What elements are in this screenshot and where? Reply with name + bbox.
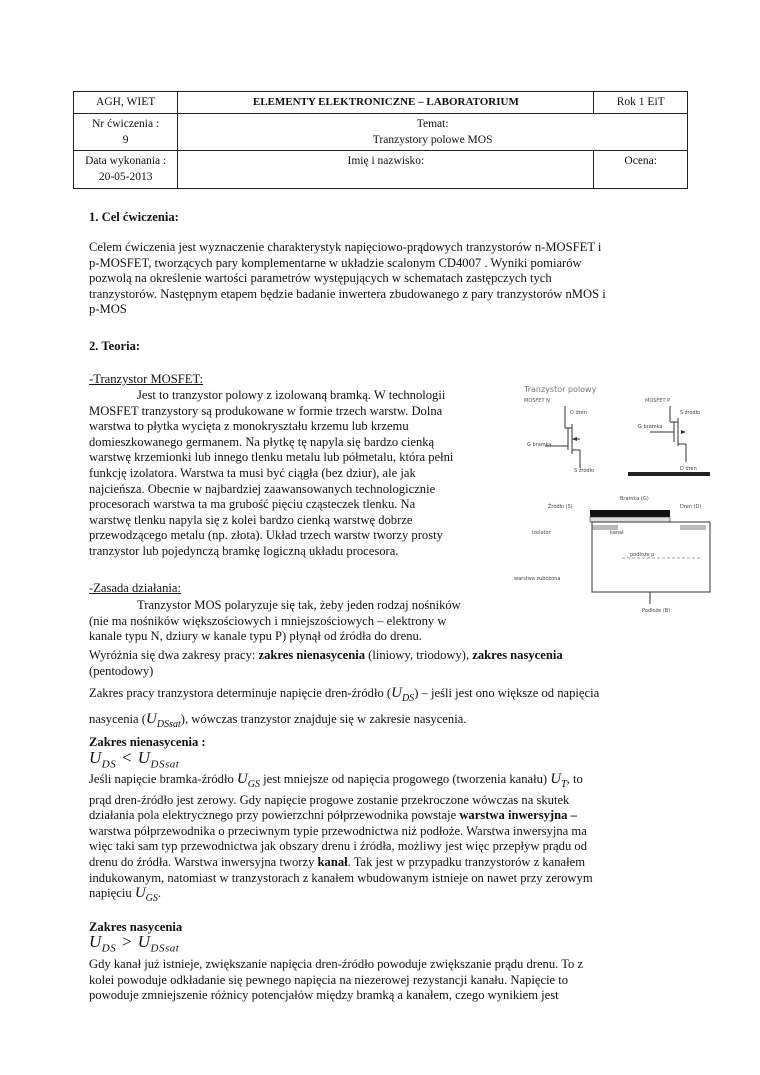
text-line: przewodzącego metalu (np. złota). Układ trzech warstw tworzy prosty (89, 528, 443, 543)
text-line (89, 855, 679, 871)
text-run: ), wówczas tranzystor znajduje się w zakresie nasycenia. (180, 712, 467, 726)
operator: > (116, 932, 138, 951)
text-line: procesorach warstwa ta ma grubość pięciu cząsteczek tlenku. Na (89, 497, 416, 512)
text-line (89, 772, 679, 793)
text-line: p-MOS (89, 302, 127, 317)
bold-term: zakres nasycenia (472, 648, 563, 662)
figure-title: Tranzystor polowy (524, 385, 597, 394)
mosfet-figure (510, 384, 715, 614)
text-line: kolei powoduje odkładanie się pewnego napięcia na niezerowej rezystancji kanału. Napięcie to (89, 972, 569, 987)
symbol-letter: U (236, 771, 248, 787)
operator: < (116, 748, 138, 767)
text-line: p-MOSFET, tworzących pary komplementarne w układzie scalonym CD4007 . Wyniki pomiarów (89, 255, 582, 270)
text-line (89, 709, 679, 735)
oxide-label: izolator (532, 530, 551, 536)
gate-pin-label: Bramka (G) (620, 496, 649, 502)
date-cell (74, 151, 178, 189)
nmos-arrow (572, 437, 577, 441)
text-line: warstwa półprzewodnika o przeciwnym typie przewodnictwa niż podłoże. Warstwa inwersyjna ma (89, 823, 587, 838)
symbol-letter: U (137, 748, 151, 767)
saturation-condition (89, 934, 679, 957)
text-line: Tranzystor MOS polaryzuje się tak, żeby jeden rodzaj nośników (137, 598, 461, 612)
text-line: powoduje zmniejszenie różnicy potencjałów między bramką a kanałem, czego wynikiem jest (89, 988, 559, 1003)
mosfet-paragraph (89, 388, 499, 560)
bold-term: kanał (317, 854, 348, 869)
exercise-label: Nr ćwiczenia : (92, 118, 160, 130)
modes-paragraph (89, 648, 679, 679)
text-run: (liniowy, triodowy), (365, 648, 473, 662)
bold-term: zakres nienasycenia (258, 648, 365, 662)
text-line: Jest to tranzystor polowy z izolowaną bramką. W technologii (137, 388, 446, 402)
symbol-subscript: DSsat (150, 942, 180, 955)
text-line (89, 648, 679, 664)
figure-left-caption: MOSFET N (524, 398, 550, 404)
text-line (89, 886, 679, 907)
symbol-subscript: DS (401, 693, 415, 704)
exercise-number: 9 (122, 134, 129, 146)
drain-contact (680, 525, 706, 530)
depletion-note: warstwa zubożona (514, 576, 561, 582)
section-linear-title: Zakres nienasycenia : (89, 735, 206, 749)
text-line: (nie ma nośników większościowych i mniejszościowych – elektrony w (89, 613, 447, 628)
text-run: działania pola elektrycznego przy powierzchni półprzewodnika powstaje (89, 808, 460, 823)
saturation-paragraph (89, 957, 679, 1004)
udssat-symbol (146, 711, 181, 730)
topic-cell (178, 114, 688, 151)
text-line: warstwę tlenku napyla się z kolei bardzo cienką warstwę dobrze (89, 512, 413, 527)
symbol-letter: U (391, 685, 402, 701)
text-run: nasycenia ( (89, 712, 146, 726)
vds-paragraph (89, 683, 679, 735)
text-run: Jeśli napięcie bramka-źródło (89, 772, 237, 786)
text-run: drenu do źródła. Warstwa inwersyjna tworzy (89, 854, 318, 869)
text-line: najcieńsza. Obecnie w najbardziej zaawansowanych technologicznie (89, 481, 436, 496)
drain-pin-label: Dren (D) (680, 504, 702, 510)
text-line: MOSFET tranzystory są produkowane w formie trzech warstw. Dolna (89, 403, 443, 418)
subsection-principle: -Zasada działania: (89, 581, 181, 595)
nmos-gate-label: G bramka (527, 442, 552, 448)
substrate-label: podłoże p (630, 552, 655, 558)
text-line: więc taki sam typ przewodnictwa jak obszary drenu i źródła, możliwy jest więc przepływ prądu od (89, 839, 587, 854)
text-line: Gdy kanał już istnieje, zwiększanie napięcia dren-źródło powoduje zwiększanie prądu drenu. To z (89, 957, 584, 971)
figure-bar (628, 472, 710, 476)
text-line: pozwolą na określenie wartości parametrów występujących w schematach zastępczych tych (89, 271, 552, 286)
text-run: ) – jeśli jest ono większe od napięcia (414, 686, 600, 700)
text-line: (pentodowy) (89, 663, 154, 678)
year-cell: Rok 1 EiT (594, 92, 688, 114)
linear-paragraph (89, 772, 679, 907)
symbol-subscript: GS (145, 893, 158, 905)
text-line: warstwa to płytka wycięta z monokryształu krzemu lub krzemu (89, 419, 409, 434)
text-line: indukowanym, natomiast w tranzystorach z kanałem wbudowanym istnieje on nawet przy zerowym (89, 870, 593, 885)
text-line: tranzystor lub pojedynczą bramkę logiczną układu procesora. (89, 543, 399, 558)
date-label: Data wykonania : (85, 155, 167, 167)
symbol-letter: U (89, 748, 102, 767)
nmos-source-label: S źródło (574, 468, 595, 474)
symbol-letter: U (146, 711, 157, 727)
text-line: warstwę krzemionki lub innego tlenku metalu lub półmetalu, która pełni (89, 450, 454, 465)
source-pin-label: Źródło (S) (548, 504, 573, 510)
oxide-layer (590, 517, 670, 522)
topic-value: Tranzystory polowe MOS (372, 134, 493, 146)
symbol-letter: U (137, 932, 151, 951)
text-run: , to (566, 772, 583, 786)
section-1-text (89, 240, 679, 318)
bold-term: warstwa inwersyjna – (459, 808, 577, 823)
symbol-subscript: DS (101, 942, 117, 955)
principle-paragraph (89, 598, 514, 645)
symbol-subscript: T (561, 779, 567, 790)
ut-symbol (550, 771, 567, 790)
ugs-symbol (134, 885, 158, 905)
symbol-letter: U (134, 885, 146, 902)
symbol-subscript: DSsat (156, 719, 181, 730)
symbol-letter: U (89, 932, 102, 951)
name-cell: Imię i nazwisko: (178, 151, 594, 189)
header-table (73, 91, 688, 189)
text-run: jest mniejsze od napięcia progowego (tworzenia kanału) (260, 772, 551, 786)
ugs-symbol (236, 771, 260, 790)
section-saturation-title: Zakres nasycenia (89, 920, 183, 934)
text-line (89, 683, 679, 709)
grade-cell: Ocena: (594, 151, 688, 189)
text-line: tranzystorów. Następnym etapem będzie badanie inwertera zbudowanego z pary tranzystorów nMOS i (89, 286, 606, 301)
topic-label: Temat: (416, 118, 449, 130)
text-run: . Tak jest w przypadku tranzystorów z kanałem (347, 854, 586, 869)
section-1-title: 1. Cel ćwiczenia: (89, 210, 179, 224)
symbol-subscript: GS (247, 779, 260, 790)
gate-metal (590, 510, 670, 517)
course-cell: ELEMENTY ELEKTRONICZNE – LABORATORIUM (178, 92, 594, 114)
text-line: domieszkowanego germanem. Na płytkę tę napyla się bardzo cienką (89, 434, 435, 449)
text-line (89, 808, 679, 824)
text-run: napięciu (89, 886, 135, 901)
exercise-cell (74, 114, 178, 151)
text-line: kanale typu N, dziury w kanale typu P) płynął od źródła do drenu. (89, 629, 422, 644)
pmos-drain-label: D dren (680, 466, 697, 472)
section-2-title: 2. Teoria: (89, 339, 141, 353)
text-run: Zakres pracy tranzystora determinuje napięcie dren-źródło ( (89, 686, 392, 700)
text-run: Wyróżnia się dwa zakresy pracy: (89, 648, 259, 662)
org-cell: AGH, WIET (74, 92, 178, 114)
text-run: . (157, 886, 162, 901)
subsection-mosfet: -Tranzystor MOSFET: (89, 372, 204, 386)
pmos-arrow (681, 430, 686, 434)
symbol-letter: U (550, 771, 562, 787)
channel-label: kanał (610, 530, 624, 536)
pmos-source-label: S źródło (680, 410, 701, 416)
text-line: funkcję izolatora. Warstwa ta musi być ciągła (bez dziur), ale jak (89, 465, 416, 480)
text-line: Celem ćwiczenia jest wyznaczenie charakterystyk napięciowo-prądowych tranzystorów n-MOSFET i (89, 240, 602, 254)
symbol-subscript: DS (101, 758, 117, 771)
nmos-drain-label: D dren (570, 410, 587, 416)
uds-symbol (391, 685, 415, 704)
symbol-subscript: DSsat (150, 758, 180, 771)
bulk-label: Podłoże (B) (642, 608, 671, 614)
linear-condition (89, 750, 679, 773)
date-value: 20-05-2013 (98, 171, 153, 183)
text-line: prąd dren-źródło jest zerowy. Gdy napięcie progowe zostanie przekroczone wówczas na skutek (89, 792, 570, 807)
pmos-gate-label: G bramka (638, 424, 663, 430)
figure-right-caption: MOSFET P (645, 398, 671, 404)
